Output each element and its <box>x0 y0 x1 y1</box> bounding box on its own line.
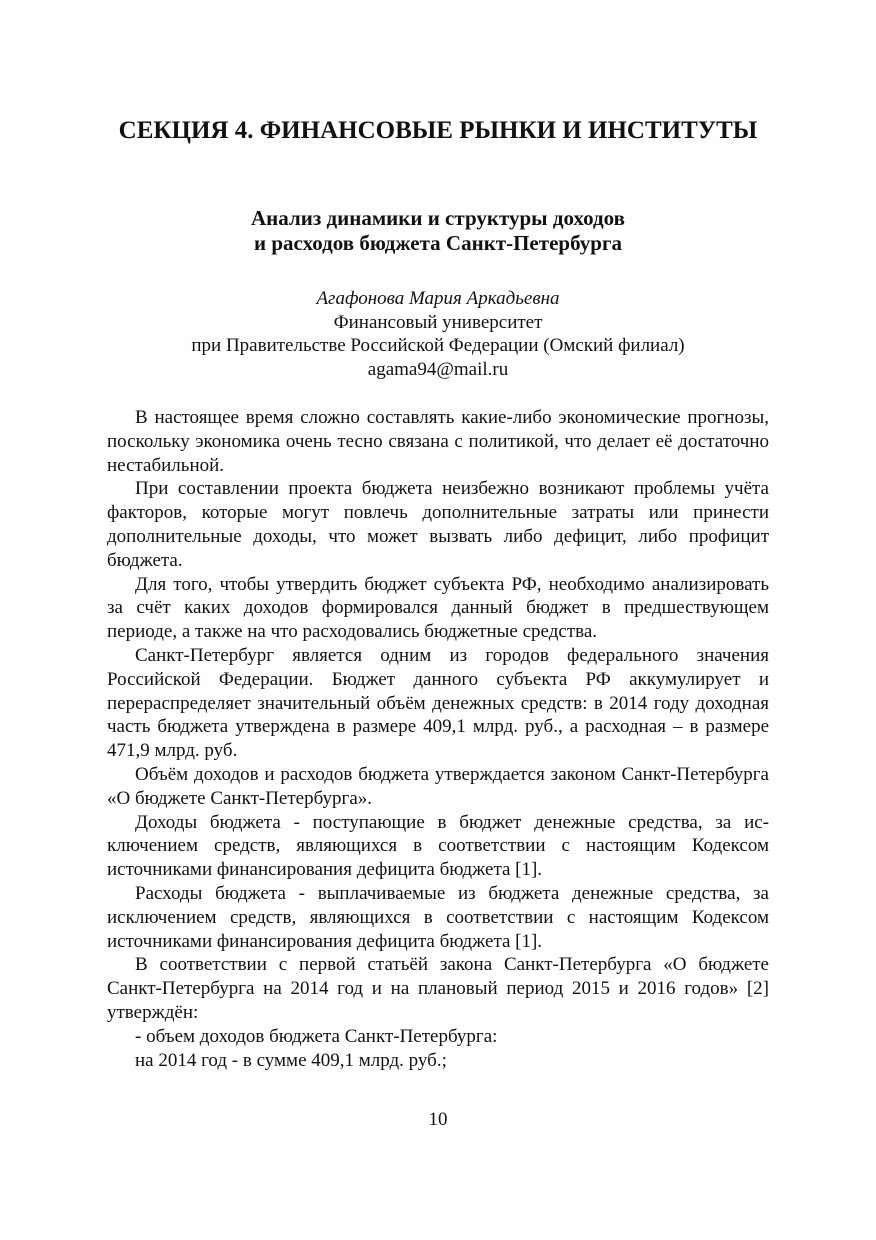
paragraph-1: В настоящее время сложно составлять какие-либо экономические прогнозы, поскольку экономика очень тесно связана с политикой, что делает её достаточно нестабильной. <box>107 407 769 476</box>
author-email: agama94@mail.ru <box>367 358 509 380</box>
article-title-line-2: и расходов бюджета Санкт-Петербурга <box>254 231 622 255</box>
author-block <box>0 287 876 381</box>
page-number: 10 <box>428 1109 448 1130</box>
paragraph-7: Расходы бюджета - выплачиваемые из бюджета денежные средства, за исключением средств, являющихся в соответствии с настоящим Кодексом источниками финансирования дефицита бюджета [1]. <box>107 882 769 952</box>
author-affiliation-line-2: при Правительстве Российской Федерации (Омский филиал) <box>191 335 685 356</box>
paragraph-4: Санкт-Петербург является одним из городов федерального значения Российской Федерации. Бюджет данного субъекта РФ аккумулирует и перераспределяет значительный объём денежных средств: в 2014 году доходная часть бюджета утверждена в размере 409,1 млрд. руб., а расходная – в размере 471,9 млрд. руб. <box>107 644 769 762</box>
article-body <box>107 406 769 1072</box>
author-name: Агафонова Мария Аркадьевна <box>316 288 560 309</box>
paragraph-2: При составлении проекта бюджета неизбежно возникают проблемы учёта факторов, которые могут повлечь дополнительные затраты или принести дополнительные доходы, что может вызвать либо дефицит, либо профицит бюджета. <box>107 478 769 571</box>
list-item-2: на 2014 год - в сумме 409,1 млрд. руб.; <box>135 1049 447 1071</box>
section-title: СЕКЦИЯ 4. ФИНАНСОВЫЕ РЫНКИ И ИНСТИТУТЫ <box>118 117 758 144</box>
list-item-1: - объем доходов бюджета Санкт-Петербурга: <box>135 1025 498 1047</box>
article-title-line-1: Анализ динамики и структуры доходов <box>251 206 625 230</box>
author-affiliation-line-1: Финансовый университет <box>333 311 543 333</box>
paragraph-8: В соответствии с первой статьёй закона Санкт-Петербурга «О бюджете Санкт-Петербурга на 2014 год и на плановый период 2015 и 2016 годов» [2] утверждён: <box>107 954 769 1023</box>
paragraph-6: Доходы бюджета - поступающие в бюджет денежные средства, за исключением средств, являющихся в соответствии с настоящим Кодексом источниками финансирования дефицита бюджета [1]. <box>107 811 769 881</box>
paragraph-3: Для того, чтобы утвердить бюджет субъекта РФ, необходимо анализировать за счёт каких доходов формировался данный бюджет в предшествующем периоде, а также на что расходовались бюджетные средства. <box>107 573 769 643</box>
article-title <box>0 206 876 256</box>
paragraph-5: Объём доходов и расходов бюджета утверждается законом Санкт-Петербурга «О бюджете Санкт-Петербурга». <box>107 763 769 809</box>
